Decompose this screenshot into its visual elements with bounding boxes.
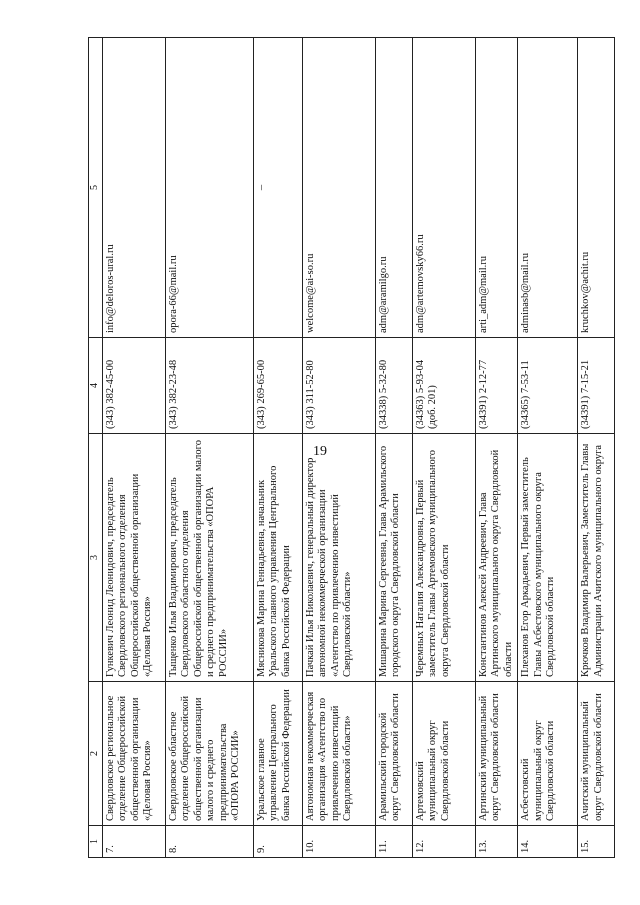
row-number: 8. [165,826,253,858]
row-number: 12. [412,826,475,858]
person-cell: Мишарина Марина Сергеевна, Глава Арамильского городского округа Свердловской области [375,434,412,682]
person-cell: Мясникова Марина Геннадьевна, начальник Уральского главного управления Центрального банка Российской Федерации [253,434,302,682]
person-cell: Черемных Наталия Александровна, Первый заместитель Главы Артемовского муниципального округа Свердловской области [412,434,475,682]
organization-cell: Ачитский муниципальный округ Свердловской области [578,682,615,826]
table-row [253,38,302,858]
table-row [302,38,375,858]
person-cell: Гункевич Леонид Леонидович, председатель Свердловского регионального отделения Общероссийской общественной организации «Деловая Россия» [102,434,165,682]
row-number: 14. [518,826,578,858]
table-row [412,38,475,858]
row-number: 15. [578,826,615,858]
organization-cell: Артемовский муниципальный округ Свердловской области [412,682,475,826]
organization-cell: Свердловское региональное отделение Общероссийской общественной организации «Деловая Россия» [102,682,165,826]
email-cell: adm@artemovsky66.ru [412,38,475,338]
column-header: 2 [89,682,103,826]
email-cell: – [253,38,302,338]
row-number: 13. [475,826,518,858]
phone-cell: (343) 382-45-00 [102,338,165,434]
column-header: 3 [89,434,103,682]
email-cell: opora-66@mail.ru [165,38,253,338]
column-header: 5 [89,38,103,338]
organization-cell: Артинский муниципальный округ Свердловской области [475,682,518,826]
row-number: 11. [375,826,412,858]
table-header-row [89,38,103,858]
rotated-table-container [88,38,602,858]
person-cell: Тыщенко Илья Владимирович, председатель Свердловского областного отделения Общероссийской общественной организации малого и среднего предпринимательства «ОПОРА РОССИИ» [165,434,253,682]
phone-cell: (34338) 5-32-80 [375,338,412,434]
phone-cell: (34391) 7-15-21 [578,338,615,434]
email-cell: arti_adm@mail.ru [475,38,518,338]
column-header: 4 [89,338,103,434]
table-row [475,38,518,858]
person-cell: Плеханов Егор Аркадьевич, Первый заместитель Главы Асбестовского муниципального округа Свердловской области [518,434,578,682]
phone-cell: (343) 311-52-80 [302,338,375,434]
phone-cell: (34365) 7-53-11 [518,338,578,434]
person-cell: Крючков Владимир Валерьевич, Заместитель Главы Администрации Ачитского муниципального округа [578,434,615,682]
phone-cell: (34391) 2-12-77 [475,338,518,434]
organization-cell: Арамильский городской округ Свердловской области [375,682,412,826]
row-number: 7. [102,826,165,858]
organization-cell: Уральское главное управление Центрального банка Российской Федерации [253,682,302,826]
table-row [165,38,253,858]
phone-cell: (343) 269-65-00 [253,338,302,434]
person-cell: Константинов Алексей Андреевич, Глава Артинского муниципального округа Свердловской области [475,434,518,682]
email-cell: info@deloros-ural.ru [102,38,165,338]
organization-cell: Асбестовский муниципальный округ Свердловской области [518,682,578,826]
phone-cell: (34363) 5-93-04 (доб. 201) [412,338,475,434]
organization-cell: Свердловское областное отделение Общероссийской общественной организации малого и среднего предпринимательства «ОПОРА РОССИИ» [165,682,253,826]
phone-cell: (343) 382-23-48 [165,338,253,434]
email-cell: welcome@ai-so.ru [302,38,375,338]
email-cell: adminasb@mail.ru [518,38,578,338]
email-cell: adm@aramilgo.ru [375,38,412,338]
table-row [518,38,578,858]
person-cell: Пачкай Илья Николаевич, генеральный директор автономной некоммерческой организации «Агентство по привлечению инвестиций Свердловской области» [302,434,375,682]
table-row [578,38,615,858]
contacts-table [88,37,615,858]
table-row [375,38,412,858]
column-header: 1 [89,826,103,858]
page-number: 19 [313,444,327,459]
email-cell: kruchkov@achit.ru [578,38,615,338]
row-number: 9. [253,826,302,858]
organization-cell: Автономная некоммерческая организация «Агентство по привлечению инвестиций Свердловской области» [302,682,375,826]
table-row [102,38,165,858]
row-number: 10. [302,826,375,858]
